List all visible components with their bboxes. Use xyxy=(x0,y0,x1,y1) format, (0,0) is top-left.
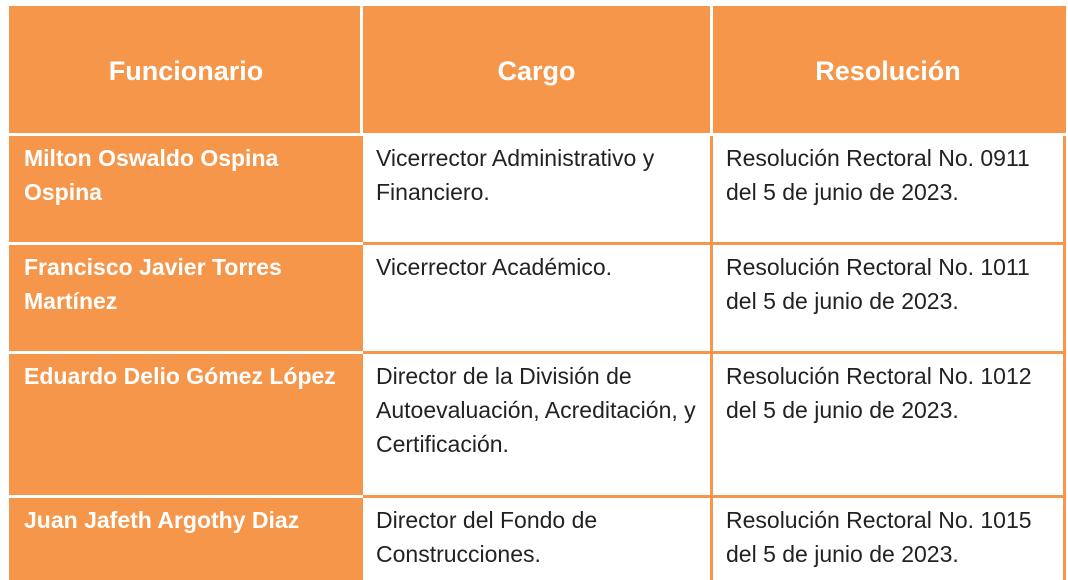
table-row xyxy=(11,353,1065,497)
cell-funcionario: Juan Jafeth Argothy Diaz xyxy=(11,497,362,580)
table-row xyxy=(11,497,1065,580)
table-header-row xyxy=(11,8,1065,135)
cell-funcionario: Eduardo Delio Gómez López xyxy=(11,353,362,497)
header-resolucion: Resolución xyxy=(712,8,1065,135)
cell-cargo: Vicerrector Académico. xyxy=(362,244,712,353)
cell-resolucion: Resolución Rectoral No. 0911 del 5 de junio de 2023. xyxy=(712,135,1065,244)
cell-cargo: Vicerrector Administrativo y Financiero. xyxy=(362,135,712,244)
cell-resolucion: Resolución Rectoral No. 1012 del 5 de junio de 2023. xyxy=(712,353,1065,497)
header-funcionario: Funcionario xyxy=(11,8,362,135)
cell-resolucion: Resolución Rectoral No. 1011 del 5 de junio de 2023. xyxy=(712,244,1065,353)
table-row xyxy=(11,244,1065,353)
cell-funcionario: Francisco Javier Torres Martínez xyxy=(11,244,362,353)
header-cargo: Cargo xyxy=(362,8,712,135)
cell-resolucion: Resolución Rectoral No. 1015 del 5 de junio de 2023. xyxy=(712,497,1065,580)
cell-cargo: Director de la División de Autoevaluación, Acreditación, y Certificación. xyxy=(362,353,712,497)
cell-cargo: Director del Fondo de Construcciones. xyxy=(362,497,712,580)
officials-table xyxy=(9,6,1066,580)
cell-funcionario: Milton Oswaldo Ospina Ospina xyxy=(11,135,362,244)
table-row xyxy=(11,135,1065,244)
